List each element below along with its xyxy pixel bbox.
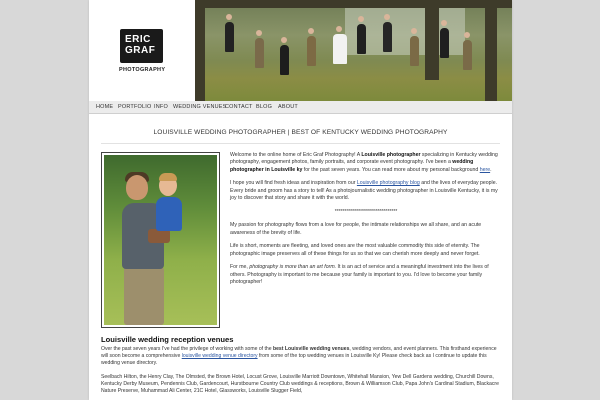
venues-heading: Louisville wedding reception venues bbox=[101, 335, 234, 344]
venue-directory-link[interactable]: louisville wedding venue directory bbox=[181, 353, 258, 360]
blog-link[interactable]: Louisville photography blog bbox=[356, 180, 420, 187]
page-title: LOUISVILLE WEDDING PHOTOGRAPHER | BEST OF KENTUCKY WEDDING PHOTOGRAPHY bbox=[153, 129, 448, 136]
intro-text bbox=[230, 152, 502, 293]
nav-item-wedding-venues[interactable]: WEDDING VENUES bbox=[173, 104, 227, 110]
intro-paragraph-1: Welcome to the online home of Eric Graf Photography! A Louisville photographer specializing in Kentucky wedding photography, engagement photos, family portraits, and corporate event photography. I've been a wedding photographer in Louisville ky for the past seven years. You can read more about my personal background here. bbox=[230, 152, 498, 173]
logo-line-1: ERIC bbox=[125, 34, 151, 45]
nav-item-home[interactable]: HOME bbox=[96, 104, 114, 110]
venues-paragraph-1: Over the past seven years I've had the privilege of working with some of the best Louisville wedding venues, wedding vendors, and event planners. This firsthand experience will soon become a comprehensive louisville wedding venue directory from some of the top wedding venues in Louisville Ky! Please check back as I continue to update this wedding venue directory. bbox=[101, 346, 497, 367]
intro-paragraph-3: My passion for photography flows from a love for people, the intimate relationships we all share, and an acute awareness of the brevity of life. bbox=[230, 222, 482, 236]
stars-divider: ******************************* bbox=[334, 208, 398, 215]
intro-paragraph-5: For me, photography is more than an art form. It is an act of service and a meaningful investment into the lives of others. Photography is important to me because your family is important to you. I'd love to become your family photographer! bbox=[230, 264, 489, 286]
venues-text bbox=[101, 346, 500, 400]
intro-paragraph-2: I hope you will find fresh ideas and inspiration from our Louisville photography blog and the lives of everyday people. Every bride and groom has a story to tell! As a photojournalistic wedding photographer in Louisville Kentucky, it is my joy to discover that story and share it with the world. bbox=[230, 180, 498, 202]
portrait-photo bbox=[101, 152, 220, 328]
divider bbox=[101, 143, 500, 144]
logo-link[interactable] bbox=[89, 0, 195, 101]
intro-paragraph-4: Life is short, moments are fleeting, and loved ones are the most valuable commodity this side of eternity. The photographic image preserves all of these things for us so that we can cherish more deeply and never forget. bbox=[230, 243, 480, 257]
header-photo bbox=[195, 0, 512, 101]
nav-item-portfolio[interactable]: PORTFOLIO bbox=[118, 104, 152, 110]
page bbox=[89, 0, 512, 400]
nav-item-blog[interactable]: BLOG bbox=[256, 104, 273, 110]
nav-item-contact[interactable]: CONTACT bbox=[225, 104, 253, 110]
about-here-link[interactable]: here bbox=[479, 166, 491, 173]
logo[interactable] bbox=[120, 29, 163, 63]
nav-item-info[interactable]: INFO bbox=[154, 104, 168, 110]
header bbox=[89, 0, 512, 101]
nav-item-about[interactable]: ABOUT bbox=[278, 104, 298, 110]
logo-subtitle: PHOTOGRAPHY bbox=[119, 67, 166, 73]
logo-line-2: GRAF bbox=[125, 45, 156, 56]
main-nav bbox=[89, 101, 512, 114]
venues-paragraph-2: Seelbach Hilton, the Henry Clay, The Olmsted, the Brown Hotel, Locust Grove, Louisville Marriott Downtown, Whitehall Mansion, Yew Dell Gardens wedding, Churchill Downs, Kentucky Derby Museum, Pendennis Club, Gardencourt, Hurstbourne Country Club weddings & receptions, Brown & Williamson Club, Papa John's Cardinal Stadium, Blackacre Nature Preserve, Muhammad Ali Center, 21C Hotel, Glassworks, Louisville Slugger Field, bbox=[101, 373, 499, 395]
